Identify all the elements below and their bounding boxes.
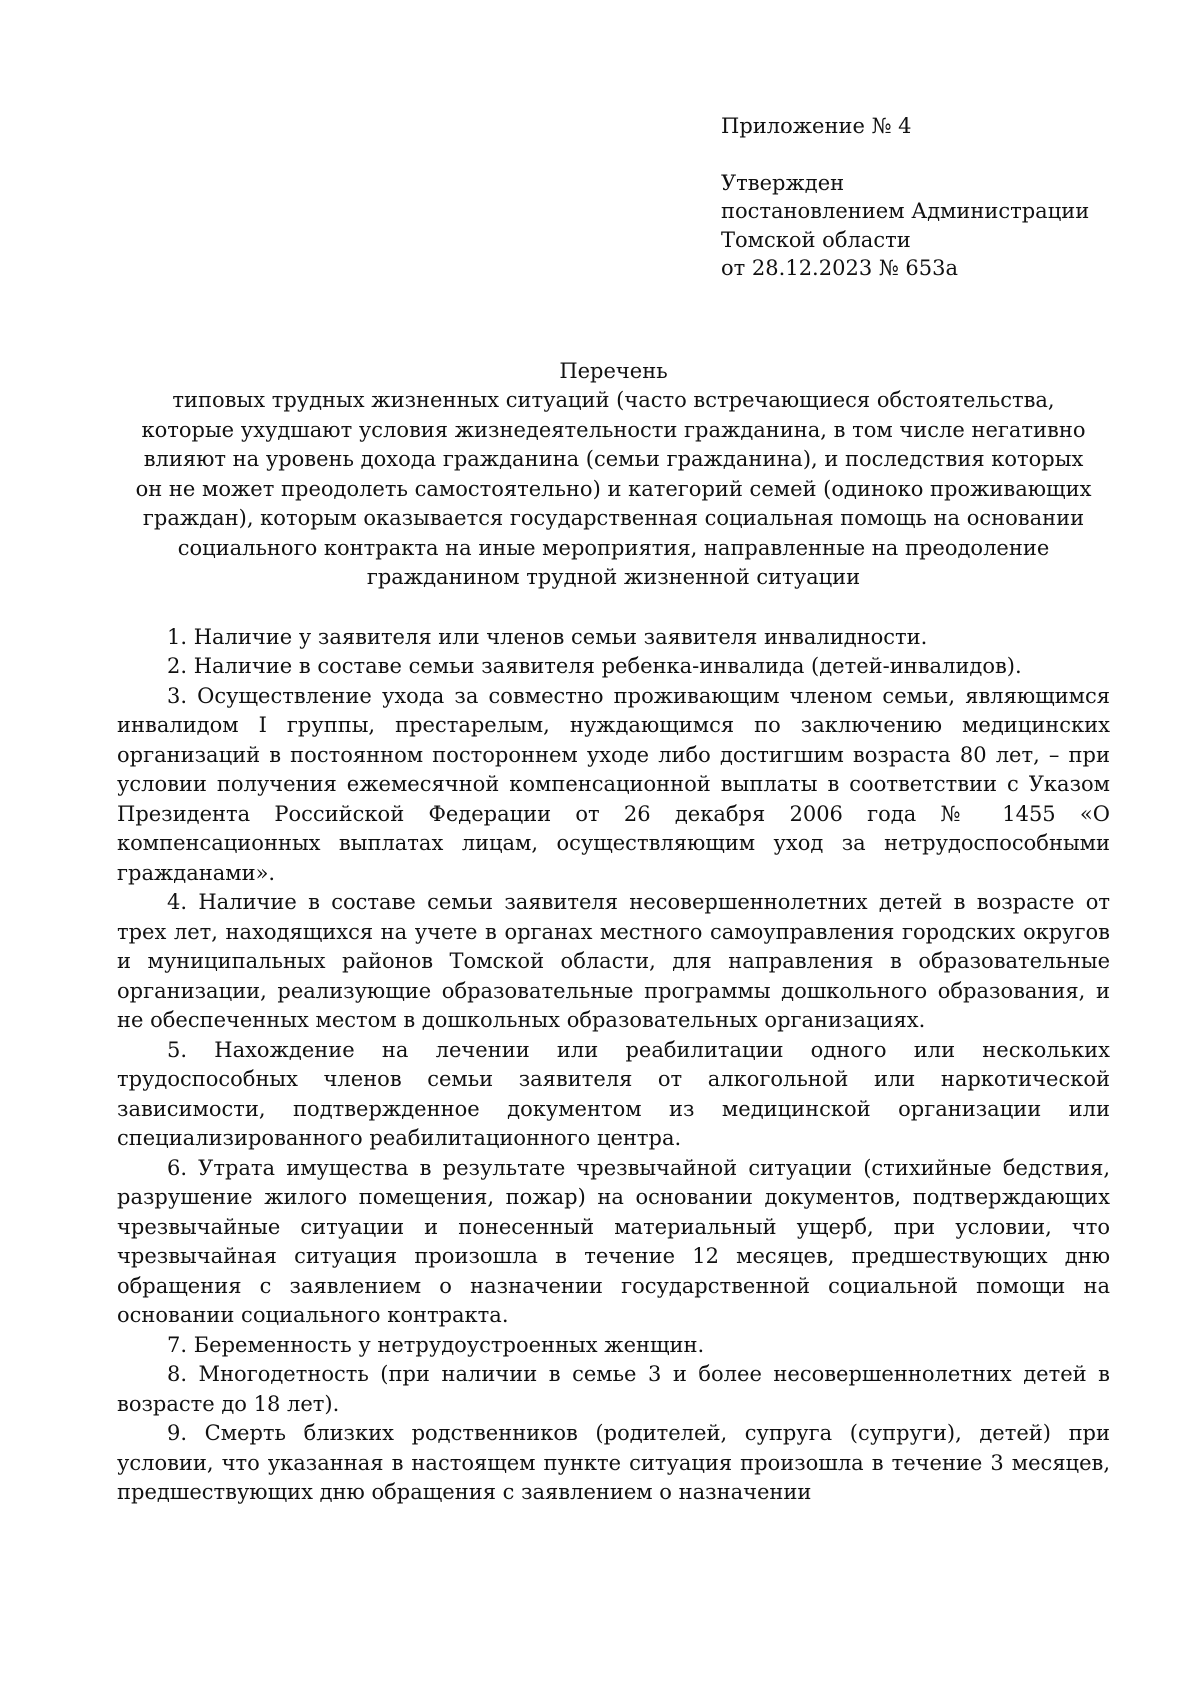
title-line: гражданином трудной жизненной ситуации xyxy=(366,565,861,589)
title-line: которые ухудшают условия жизнедеятельности гражданина, в том числе негативно xyxy=(141,417,1086,442)
approval-date-number: от 28.12.2023 № 653а xyxy=(721,256,958,280)
approval-line: Утвержден xyxy=(721,170,845,195)
title-line: граждан), которым оказывается государственная социальная помощь на основании xyxy=(142,506,1085,530)
list-item: 6. Утрата имущества в результате чрезвычайной ситуации (стихийные бедствия, разрушение жилого помещения, пожар) на основании документов, подтверждающих чрезвычайные ситуации и понесенный материальный ущерб, при условии, что чрезвычайная ситуация произошла в течение 12 месяцев, предшествующих дню обращения с заявлением о назначении государственной социальной помощи на основании социального контракта. xyxy=(117,1155,1110,1327)
document-title xyxy=(117,357,1110,593)
list-item: 2. Наличие в составе семьи заявителя ребенка-инвалида (детей-инвалидов). xyxy=(167,654,1022,678)
situations-list xyxy=(117,623,1110,1508)
title-line: социального контракта на иные мероприятия, направленные на преодоление xyxy=(177,535,1050,560)
title-line: типовых трудных жизненных ситуаций (часто встречающиеся обстоятельства, xyxy=(172,388,1055,412)
list-item: 8. Многодетность (при наличии в семье 3 и более несовершеннолетних детей в возрасте до 18 лет). xyxy=(117,1362,1110,1416)
list-item: 4. Наличие в составе семьи заявителя несовершеннолетних детей в возрасте от трех лет, находящихся на учете в органах местного самоуправления городских округов и муниципальных районов Томской области, для направления в образовательные организации, реализующие образовательные программы дошкольного образования, и не обеспеченных местом в дошкольных образовательных организациях. xyxy=(117,890,1110,1032)
title-line: влияют на уровень дохода гражданина (семьи гражданина), и последствия которых xyxy=(143,447,1084,471)
list-item: 9. Смерть близких родственников (родителей, супруга (супруги), детей) при условии, что указанная в настоящем пункте ситуация произошла в течение 3 месяцев, предшествующих дню обращения с заявлением о назначении xyxy=(117,1421,1110,1504)
approval-block xyxy=(721,112,1110,283)
title-line: он не может преодолеть самостоятельно) и категорий семей (одиноко проживающих xyxy=(135,476,1092,501)
appendix-number: Приложение № 4 xyxy=(721,114,912,138)
list-item: 7. Беременность у нетрудоустроенных женщин. xyxy=(167,1332,705,1357)
title-heading: Перечень xyxy=(559,358,668,383)
list-item: 3. Осуществление ухода за совместно проживающим членом семьи, являющимся инвалидом I группы, престарелым, нуждающимся по заключению медицинских организаций в постоянном постороннем уходе либо достигшим возраста 80 лет, – при условии получения ежемесячной компенсационной выплаты в соответствии с Указом Президента Российской Федерации от 26 декабря 2006 года № 1455 «О компенсационных выплатах лицам, осуществляющим уход за нетрудоспособными гражданами». xyxy=(117,683,1110,885)
list-item: 1. Наличие у заявителя или членов семьи заявителя инвалидности. xyxy=(167,624,928,649)
approval-line: Томской области xyxy=(721,227,911,252)
list-item: 5. Нахождение на лечении или реабилитации одного или нескольких трудоспособных членов семьи заявителя от алкогольной или наркотической зависимости, подтвержденное документом из медицинской организации или специализированного реабилитационного центра. xyxy=(117,1037,1110,1150)
approval-line: постановлением Администрации xyxy=(721,199,1090,223)
